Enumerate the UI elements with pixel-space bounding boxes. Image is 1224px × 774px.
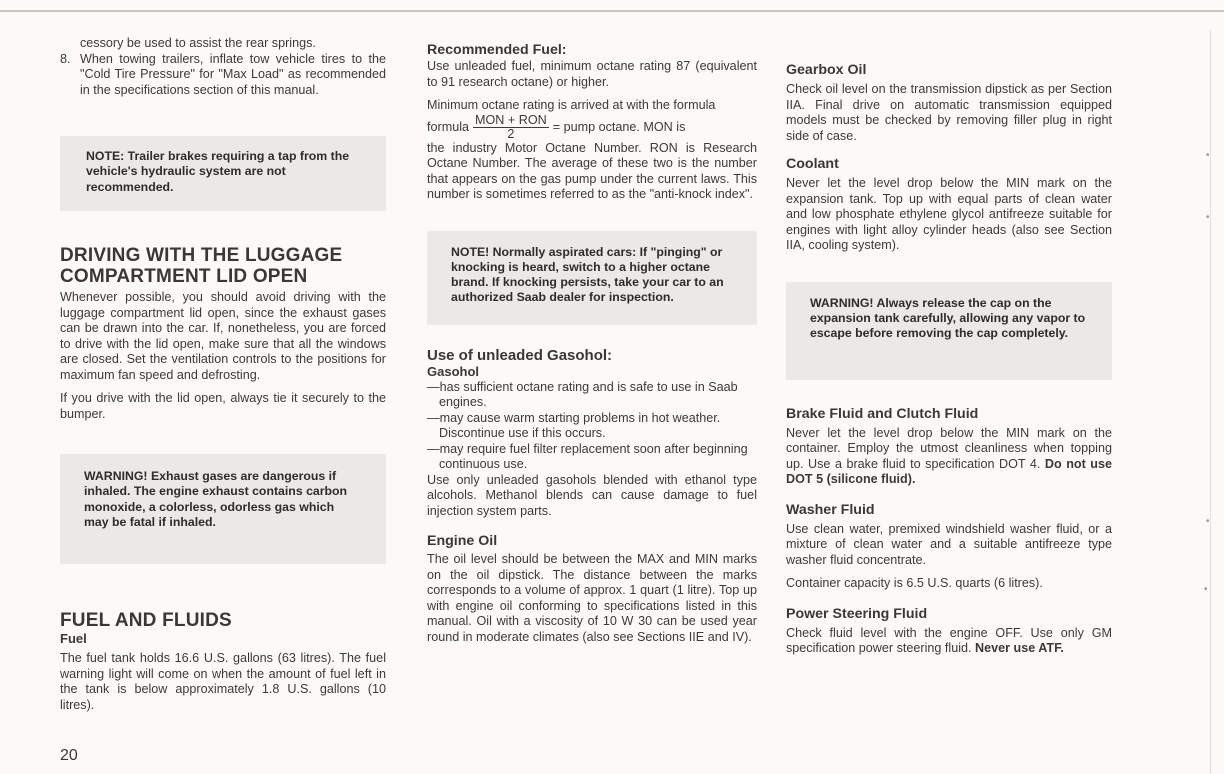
trailer-brakes-note xyxy=(60,136,386,211)
brake-fluid-heading: Brake Fluid and Clutch Fluid xyxy=(786,405,979,422)
luggage-paragraph-1: Whenever possible, you should avoid driving with the luggage compartment lid open, since the exhaust gases can be drawn into the car. If, nonetheless, you are forced to drive with the lid open, make sure that all the windows are closed. Set the ventilation controls to the positions for maximum fan speed and defrosting. xyxy=(60,290,386,382)
column-3 xyxy=(786,62,1112,657)
octane-paragraph: Minimum octane rating is arrived at with the formula formula $\frac{\text{MON + RON}}{2}$ = pump octane. MON is the industry Motor Octane Number. RON is Research Octane Number. The average of these two is the number that appears on the gas pump under the current laws. This number is sometimes referred to as the "anti-knock index". xyxy=(427,98,757,201)
washer-fluid-paragraph: Use clean water, premixed windshield washer fluid, or a mixture of clean water and a suitable antifreeze type washer fluid concentrate. xyxy=(786,521,1112,567)
washer-fluid-heading: Washer Fluid xyxy=(786,501,875,518)
exhaust-warning xyxy=(60,454,386,564)
margin-mark: • xyxy=(1204,584,1208,595)
list-number: 8. xyxy=(60,51,71,66)
formula-numerator: MON + RON xyxy=(475,112,547,127)
octane-text-mid: = pump octane. MON is xyxy=(552,119,686,134)
formula-denominator: 2 xyxy=(507,126,515,141)
continued-line: cessory be used to assist the rear springs. xyxy=(80,36,316,50)
gasohol-list xyxy=(427,380,757,473)
recommended-fuel-heading: Recommended Fuel: xyxy=(427,42,567,58)
power-steering-heading: Power Steering Fluid xyxy=(786,605,928,622)
coolant-warning xyxy=(786,282,1112,380)
margin-mark: • xyxy=(1206,212,1210,223)
gasohol-subheading: Gasohol xyxy=(427,363,480,379)
list-item: —has sufficient octane rating and is safe to use in Saab engines. xyxy=(427,379,738,409)
margin-mark: • xyxy=(1206,516,1210,527)
power-steering-text: Check fluid level with the engine OFF. Use only GM specification power steering fluid. xyxy=(786,625,1112,655)
engine-oil-heading: Engine Oil xyxy=(427,533,498,549)
column-2 xyxy=(427,42,757,645)
luggage-paragraph-2: If you drive with the lid open, always tie it securely to the bumper. xyxy=(60,391,386,421)
fuel-fluids-heading: FUEL AND FLUIDS xyxy=(60,610,232,631)
note-text: NOTE! Normally aspirated cars: If "pinging" or knocking is heard, switch to a higher octane brand. If knocking persists, take your car to an authorized Saab dealer for inspection. xyxy=(451,244,724,305)
brake-text: Never let the level drop below the MIN mark on the container. Employ the utmost cleanliness when topping up. Use a brake fluid to specification DOT 4. xyxy=(786,425,1112,471)
gearbox-oil-paragraph: Check oil level on the transmission dipstick as per Section IIA. Final drive on automatic transmission equipped models must be checked by removing filler plug in right side of case. xyxy=(786,82,1112,143)
octane-text-start: Minimum octane rating is arrived at with the formula xyxy=(427,98,716,112)
engine-oil-paragraph: The oil level should be between the MAX and MIN marks on the oil dipstick. The distance between the marks corresponds to a volume of approx. 1 quart (1 litre). Top up with engine oil conforming to specifications listed in this manual. Oil with a viscosity of 10 W 30 can be used year round in moderate climates (also see Sections IIE and IV). xyxy=(427,552,757,644)
page-edge-rule xyxy=(1210,30,1211,774)
power-steering-paragraph xyxy=(786,626,1112,657)
list-item: —may cause warm starting problems in hot weather. Discontinue use if this occurs. xyxy=(427,410,721,440)
gasohol-heading: Use of unleaded Gasohol: xyxy=(427,346,613,364)
recommended-fuel-paragraph: Use unleaded fuel, minimum octane rating 87 (equivalent to 91 research octane) or higher. xyxy=(427,59,757,89)
pinging-note xyxy=(427,231,757,325)
note-text: NOTE: Trailer brakes requiring a tap from the vehicle's hydraulic system are not recommended. xyxy=(86,149,350,194)
brake-warning-text: Do not use DOT 5 (silicone fluid). xyxy=(786,456,1113,486)
warning-text: WARNING! Always release the cap on the expansion tank carefully, allowing any vapor to escape before removing the cap completely. xyxy=(810,295,1086,341)
fuel-subheading: Fuel xyxy=(60,631,87,646)
brake-fluid-paragraph xyxy=(786,426,1112,488)
power-steering-warning-text: Never use ATF. xyxy=(975,641,1064,655)
column-1 xyxy=(60,36,386,713)
warning-text: WARNING! Exhaust gases are dangerous if inhaled. The engine exhaust contains carbon monoxide, a colorless, odorless gas which may be fatal if inhaled. xyxy=(84,469,348,529)
towing-list xyxy=(60,52,386,99)
margin-mark: • xyxy=(1206,150,1210,161)
gearbox-oil-heading: Gearbox Oil xyxy=(786,62,867,78)
list-item: —may require fuel filter replacement soon after beginning continuous use. xyxy=(427,441,748,471)
top-rule xyxy=(0,10,1224,12)
coolant-heading: Coolant xyxy=(786,156,839,172)
page-number: 20 xyxy=(60,747,78,764)
luggage-heading: DRIVING WITH THE LUGGAGE COMPARTMENT LID OPEN xyxy=(60,245,343,287)
list-item-text: When towing trailers, inflate tow vehicle tires to the "Cold Tire Pressure" for "Max Load" as recommended in the specifications section of this manual. xyxy=(80,51,386,97)
octane-formula xyxy=(473,114,549,141)
gasohol-paragraph: Use only unleaded gasohols blended with ethanol type alcohols. Methanol blends can cause damage to fuel injection system parts. xyxy=(427,472,757,518)
list-item-8 xyxy=(60,52,386,99)
fuel-paragraph: The fuel tank holds 16.6 U.S. gallons (63 litres). The fuel warning light will come on when the amount of fuel left in the tank is below approximately 1.8 U.S. gallons (10 litres). xyxy=(60,651,386,712)
coolant-paragraph: Never let the level drop below the MIN mark on the expansion tank. Top up with equal parts of clean water and low phosphate ethylene glycol antifreeze suitable for engines with light alloy cylinder heads (also see Section IIA, cooling system). xyxy=(786,176,1112,252)
octane-text-end: the industry Motor Octane Number. RON is Research Octane Number. The average of these two is the number that appears on the gas pump under the current laws. This number is sometimes referred to as the "anti-knock index". xyxy=(427,140,757,201)
washer-capacity-paragraph: Container capacity is 6.5 U.S. quarts (6 litres). xyxy=(786,576,1043,590)
